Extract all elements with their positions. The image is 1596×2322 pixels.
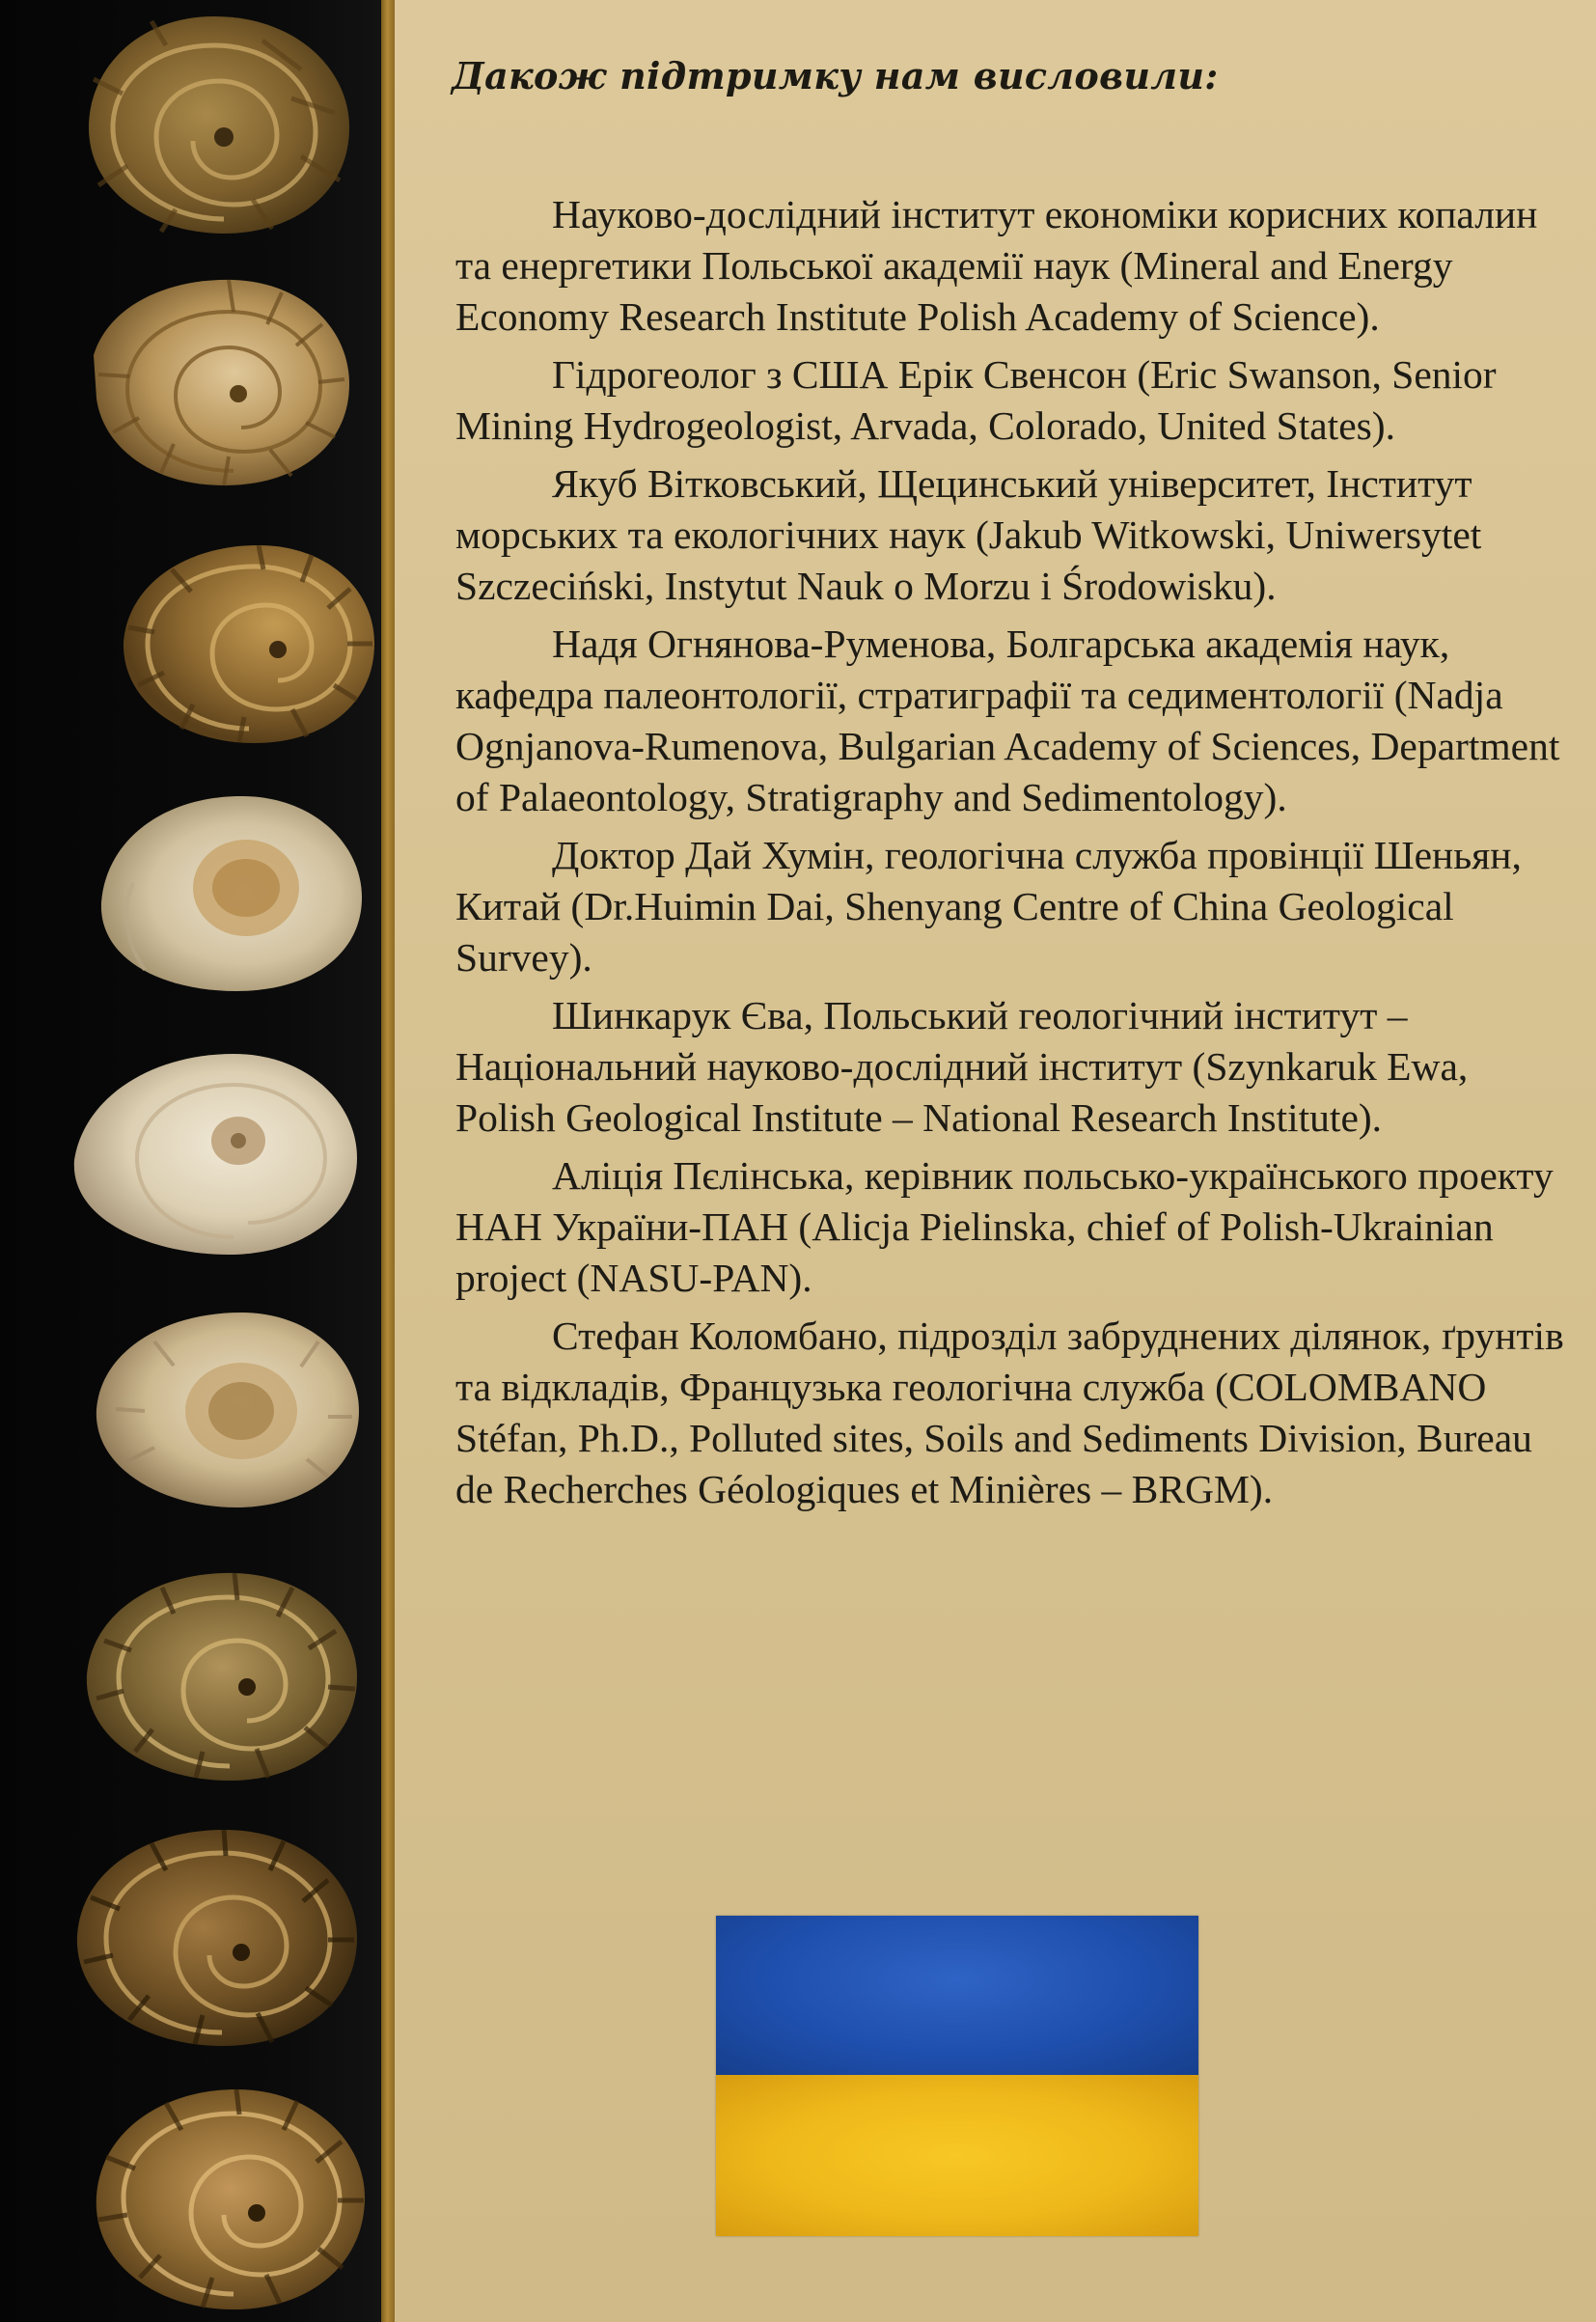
flag-yellow-stripe bbox=[716, 2075, 1198, 2236]
flag-blue-stripe bbox=[716, 1916, 1198, 2075]
ammonite-icon bbox=[75, 1563, 365, 1787]
supporters-list bbox=[455, 189, 1565, 1522]
ammonite-icon bbox=[87, 2080, 371, 2316]
supporter-paragraph: Доктор Дай Хумін, геологічна служба провінції Шеньян, Китай (Dr.Huimin Dai, Shenyang Centre of China Geological Survey). bbox=[455, 833, 1522, 980]
supporter-paragraph: Аліція Пєлінська, керівник польсько-українського проекту НАН України-ПАН (Alicja Pielinska, chief of Polish-Ukrainian project (NASU-PAN). bbox=[455, 1153, 1554, 1300]
gold-divider bbox=[381, 0, 395, 2322]
supporter-paragraph: Гідрогеолог з США Ерік Свенсон (Eric Swanson, Senior Mining Hydrogeologist, Arvada, Colorado, United States). bbox=[455, 352, 1497, 448]
ammonite-icon bbox=[87, 787, 371, 999]
ammonite-icon bbox=[104, 536, 384, 753]
ukraine-flag bbox=[716, 1916, 1198, 2236]
supporter-paragraph: Надя Огнянова-Руменова, Болгарська академія наук, кафедра палеонтології, стратиграфії та седиментології (Nadja Ognjanova-Rumenova, Bulgarian Academy of Sciences, Department of Palaeontology, Stratigraphy and Sedimentology). bbox=[455, 622, 1560, 819]
ammonite-icon bbox=[69, 1822, 364, 2054]
supporter-paragraph: Шинкарук Єва, Польський геологічний інститут – Національний науково-дослідний інститут (Szynkaruk Ewa, Polish Geological Institute – National Research Institute). bbox=[455, 993, 1469, 1140]
ammonite-icon bbox=[69, 1044, 364, 1261]
ammonite-icon bbox=[69, 2, 359, 243]
supporter-paragraph: Якуб Вітковський, Щецинський університет, Інститут морських та екологічних наук (Jakub Witkowski, Uniwersytet Szczeciński, Instytut Nauk o Morzu i Środowisku). bbox=[455, 461, 1482, 608]
supporter-paragraph: Стефан Коломбано, підрозділ забруднених ділянок, ґрунтів та відкладів, Французька геологічна служба (COLOMBANO Stéfan, Ph.D., Polluted sites, Soils and Sediments Division, Bureau de Recherches Géologiques et Minières – BRGM). bbox=[455, 1313, 1564, 1511]
ammonite-icon bbox=[69, 268, 359, 495]
supporter-paragraph: Науково-дослідний інститут економіки корисних копалин та енергетики Польської академії наук (Mineral and Energy Economy Research Institute Polish Academy of Science). bbox=[455, 192, 1538, 339]
page-title: Дакож підтримку нам висловили: bbox=[452, 54, 1219, 97]
ammonite-icon bbox=[87, 1303, 367, 1515]
